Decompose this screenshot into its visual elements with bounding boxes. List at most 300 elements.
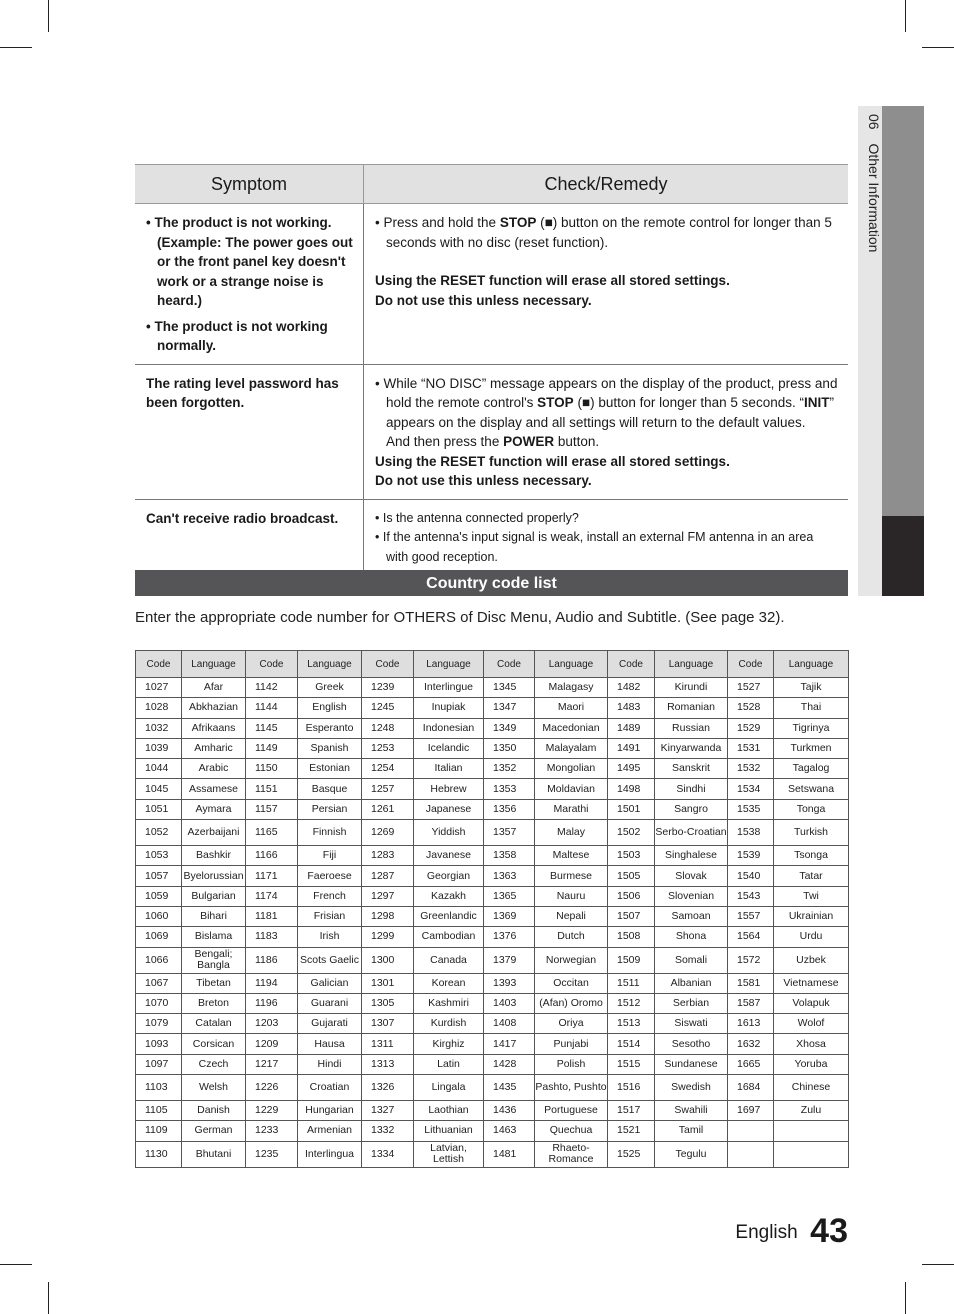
language-cell: Estonian	[298, 759, 362, 779]
section-title: Country code list	[135, 570, 848, 596]
code-table-row	[136, 1121, 849, 1141]
code-cell: 1183	[246, 927, 298, 947]
remedy-note: Using the RESET function will erase all stored settings.	[375, 273, 730, 288]
code-cell: 1521	[608, 1121, 655, 1141]
code-cell: 1105	[136, 1101, 182, 1121]
language-cell: Galician	[298, 973, 362, 993]
code-cell: 1513	[608, 1014, 655, 1034]
language-cell: Kurdish	[414, 1014, 484, 1034]
code-cell: 1027	[136, 678, 182, 698]
code-cell: 1531	[728, 738, 774, 758]
code-table-body	[136, 678, 849, 1168]
language-cell: Shona	[655, 927, 728, 947]
language-cell: Hindi	[298, 1054, 362, 1074]
language-cell: Turkmen	[774, 738, 849, 758]
language-cell: Slovenian	[655, 886, 728, 906]
country-code-table	[135, 650, 849, 1168]
code-cell: 1543	[728, 886, 774, 906]
language-cell: Portuguese	[535, 1101, 608, 1121]
code-cell: 1376	[484, 927, 535, 947]
language-cell: Byelorussian	[182, 866, 246, 886]
code-cell: 1171	[246, 866, 298, 886]
language-cell: Vietnamese	[774, 973, 849, 993]
language-cell: Irish	[298, 927, 362, 947]
code-cell: 1517	[608, 1101, 655, 1121]
code-cell: 1149	[246, 738, 298, 758]
language-cell: Albanian	[655, 973, 728, 993]
code-table-row	[136, 1141, 849, 1167]
troubleshooting-row	[135, 364, 848, 499]
language-column-header: Language	[774, 651, 849, 678]
language-cell: Basque	[298, 779, 362, 799]
code-cell: 1350	[484, 738, 535, 758]
code-cell: 1194	[246, 973, 298, 993]
language-cell: Moldavian	[535, 779, 608, 799]
language-cell: Chinese	[774, 1075, 849, 1101]
code-cell: 1538	[728, 820, 774, 846]
code-cell: 1502	[608, 820, 655, 846]
language-cell: Amharic	[182, 738, 246, 758]
language-cell: Yiddish	[414, 820, 484, 846]
language-cell: Inupiak	[414, 698, 484, 718]
code-cell: 1298	[362, 906, 414, 926]
language-cell: Swahili	[655, 1101, 728, 1121]
code-table-row	[136, 1075, 849, 1101]
code-cell: 1535	[728, 799, 774, 819]
page-number: 43	[810, 1212, 848, 1250]
symptom-header: Symptom	[135, 165, 364, 204]
code-cell: 1515	[608, 1054, 655, 1074]
language-cell: Welsh	[182, 1075, 246, 1101]
language-cell: Spanish	[298, 738, 362, 758]
code-cell: 1186	[246, 947, 298, 973]
code-cell: 1150	[246, 759, 298, 779]
language-cell: Tigrinya	[774, 718, 849, 738]
code-cell: 1495	[608, 759, 655, 779]
code-column-header: Code	[136, 651, 182, 678]
language-cell: French	[298, 886, 362, 906]
code-column-header: Code	[362, 651, 414, 678]
language-cell: Dutch	[535, 927, 608, 947]
code-cell: 1539	[728, 846, 774, 866]
language-cell: Singhalese	[655, 846, 728, 866]
code-cell: 1463	[484, 1121, 535, 1141]
code-cell: 1581	[728, 973, 774, 993]
language-cell: Wolof	[774, 1014, 849, 1034]
language-cell: Canada	[414, 947, 484, 973]
code-cell: 1501	[608, 799, 655, 819]
language-cell: Esperanto	[298, 718, 362, 738]
language-cell: Guarani	[298, 993, 362, 1013]
code-cell	[728, 1121, 774, 1141]
code-cell: 1347	[484, 698, 535, 718]
code-cell: 1529	[728, 718, 774, 738]
code-cell: 1103	[136, 1075, 182, 1101]
language-cell: Thai	[774, 698, 849, 718]
language-column-header: Language	[655, 651, 728, 678]
code-cell: 1165	[246, 820, 298, 846]
language-cell: Russian	[655, 718, 728, 738]
language-cell: Somali	[655, 947, 728, 973]
language-cell: Serbo-Croatian	[655, 820, 728, 846]
code-cell: 1142	[246, 678, 298, 698]
code-cell: 1245	[362, 698, 414, 718]
code-cell: 1525	[608, 1141, 655, 1167]
language-cell: Greenlandic	[414, 906, 484, 926]
code-cell: 1532	[728, 759, 774, 779]
code-cell: 1053	[136, 846, 182, 866]
code-cell: 1044	[136, 759, 182, 779]
chapter-side-tab	[858, 106, 924, 596]
remedy-text: • If the antenna's input signal is weak, install an external FM antenna in an area with good reception.	[375, 530, 814, 564]
code-cell: 1557	[728, 906, 774, 926]
code-cell: 1435	[484, 1075, 535, 1101]
language-cell: Faeroese	[298, 866, 362, 886]
code-cell: 1511	[608, 973, 655, 993]
code-cell: 1684	[728, 1075, 774, 1101]
code-cell: 1483	[608, 698, 655, 718]
language-cell: Malayalam	[535, 738, 608, 758]
code-table-row	[136, 779, 849, 799]
crop-mark	[905, 1282, 906, 1314]
code-cell: 1261	[362, 799, 414, 819]
language-cell: Serbian	[655, 993, 728, 1013]
code-cell: 1028	[136, 698, 182, 718]
language-cell: Breton	[182, 993, 246, 1013]
code-cell: 1613	[728, 1014, 774, 1034]
language-cell: Sanskrit	[655, 759, 728, 779]
language-cell: Sindhi	[655, 779, 728, 799]
code-cell: 1109	[136, 1121, 182, 1141]
code-table-row	[136, 927, 849, 947]
code-cell: 1365	[484, 886, 535, 906]
code-cell: 1039	[136, 738, 182, 758]
language-cell	[774, 1141, 849, 1167]
code-cell: 1145	[246, 718, 298, 738]
language-cell: Slovak	[655, 866, 728, 886]
language-cell: Icelandic	[414, 738, 484, 758]
language-cell: Interlingue	[414, 678, 484, 698]
code-cell: 1060	[136, 906, 182, 926]
code-table-row	[136, 1014, 849, 1034]
code-cell: 1528	[728, 698, 774, 718]
code-column-header: Code	[484, 651, 535, 678]
language-cell: Siswati	[655, 1014, 728, 1034]
language-cell: Catalan	[182, 1014, 246, 1034]
code-cell: 1503	[608, 846, 655, 866]
code-cell: 1345	[484, 678, 535, 698]
language-cell: Tegulu	[655, 1141, 728, 1167]
code-cell: 1482	[608, 678, 655, 698]
language-cell: Japanese	[414, 799, 484, 819]
code-cell: 1257	[362, 779, 414, 799]
code-cell: 1174	[246, 886, 298, 906]
code-table-row	[136, 866, 849, 886]
remedy-text: • While “NO DISC” message appears on the display of the product, press and hold the remote control's STOP (■) button for longer than 5 seconds. “INIT” appears on the display and all settings will return to the default values.	[375, 375, 838, 430]
code-cell: 1509	[608, 947, 655, 973]
language-cell: Bengali; Bangla	[182, 947, 246, 973]
language-cell: Laothian	[414, 1101, 484, 1121]
crop-mark	[0, 1264, 32, 1265]
troubleshooting-table	[135, 164, 848, 576]
language-cell: Italian	[414, 759, 484, 779]
language-cell: Nauru	[535, 886, 608, 906]
language-cell: Cambodian	[414, 927, 484, 947]
language-cell: Malay	[535, 820, 608, 846]
language-cell: Tamil	[655, 1121, 728, 1141]
symptom-cell: Can't receive radio broadcast.	[135, 499, 364, 576]
code-cell: 1066	[136, 947, 182, 973]
language-cell	[774, 1121, 849, 1141]
code-table-row	[136, 718, 849, 738]
language-cell: Kazakh	[414, 886, 484, 906]
code-cell: 1369	[484, 906, 535, 926]
language-cell: Latvian, Lettish	[414, 1141, 484, 1167]
code-column-header: Code	[246, 651, 298, 678]
language-cell: Lithuanian	[414, 1121, 484, 1141]
language-cell: Sangro	[655, 799, 728, 819]
language-column-header: Language	[535, 651, 608, 678]
crop-mark	[922, 47, 954, 48]
code-table-row	[136, 1054, 849, 1074]
remedy-note: Using the RESET function will erase all stored settings.	[375, 453, 730, 469]
remedy-text: And then press the POWER button.	[386, 434, 600, 449]
code-table-row	[136, 947, 849, 973]
language-cell: Tajik	[774, 678, 849, 698]
troubleshooting-row	[135, 499, 848, 576]
page-footer	[735, 1212, 848, 1251]
language-cell: Oriya	[535, 1014, 608, 1034]
code-cell: 1166	[246, 846, 298, 866]
code-cell: 1057	[136, 866, 182, 886]
code-cell: 1491	[608, 738, 655, 758]
language-cell: Greek	[298, 678, 362, 698]
language-cell: Hungarian	[298, 1101, 362, 1121]
code-table-row	[136, 993, 849, 1013]
code-cell: 1287	[362, 866, 414, 886]
code-cell: 1534	[728, 779, 774, 799]
language-cell: Sundanese	[655, 1054, 728, 1074]
code-cell: 1358	[484, 846, 535, 866]
code-table-row	[136, 759, 849, 779]
code-cell: 1052	[136, 820, 182, 846]
language-cell: Frisian	[298, 906, 362, 926]
code-table-row	[136, 906, 849, 926]
code-cell: 1248	[362, 718, 414, 738]
language-cell: Polish	[535, 1054, 608, 1074]
language-cell: Punjabi	[535, 1034, 608, 1054]
language-cell: Yoruba	[774, 1054, 849, 1074]
language-cell: Abkhazian	[182, 698, 246, 718]
language-cell: Danish	[182, 1101, 246, 1121]
code-table-row	[136, 973, 849, 993]
language-cell: Quechua	[535, 1121, 608, 1141]
language-cell: Tsonga	[774, 846, 849, 866]
language-cell: Bhutani	[182, 1141, 246, 1167]
code-table-row	[136, 846, 849, 866]
code-cell: 1436	[484, 1101, 535, 1121]
symptom-text: • The product is not working. (Example: The power goes out or the front panel key doesn't work or a strange noise is heard.)	[146, 215, 353, 308]
language-cell: Xhosa	[774, 1034, 849, 1054]
chapter-number: 06	[866, 114, 882, 130]
language-cell: Czech	[182, 1054, 246, 1074]
code-cell: 1327	[362, 1101, 414, 1121]
language-cell: Korean	[414, 973, 484, 993]
code-cell: 1217	[246, 1054, 298, 1074]
language-cell: Volapuk	[774, 993, 849, 1013]
language-cell: Maltese	[535, 846, 608, 866]
code-column-header: Code	[728, 651, 774, 678]
language-cell: Zulu	[774, 1101, 849, 1121]
code-cell: 1572	[728, 947, 774, 973]
code-cell: 1067	[136, 973, 182, 993]
language-cell: Bihari	[182, 906, 246, 926]
language-cell: Burmese	[535, 866, 608, 886]
code-cell: 1305	[362, 993, 414, 1013]
code-cell: 1239	[362, 678, 414, 698]
language-column-header: Language	[298, 651, 362, 678]
language-cell: Lingala	[414, 1075, 484, 1101]
crop-mark	[905, 0, 906, 32]
language-cell: Hebrew	[414, 779, 484, 799]
language-cell: Azerbaijani	[182, 820, 246, 846]
language-cell: Twi	[774, 886, 849, 906]
language-cell: Samoan	[655, 906, 728, 926]
code-cell: 1196	[246, 993, 298, 1013]
code-cell: 1181	[246, 906, 298, 926]
language-cell: Afrikaans	[182, 718, 246, 738]
code-cell: 1481	[484, 1141, 535, 1167]
code-cell: 1516	[608, 1075, 655, 1101]
code-column-header: Code	[608, 651, 655, 678]
remedy-note: Do not use this unless necessary.	[375, 473, 592, 488]
language-cell: Fiji	[298, 846, 362, 866]
code-table-row	[136, 886, 849, 906]
intro-text: Enter the appropriate code number for OTHERS of Disc Menu, Audio and Subtitle. (See page 32).	[135, 609, 785, 626]
code-table-row	[136, 678, 849, 698]
language-cell: Swedish	[655, 1075, 728, 1101]
code-cell: 1313	[362, 1054, 414, 1074]
language-cell: Assamese	[182, 779, 246, 799]
code-cell: 1357	[484, 820, 535, 846]
code-cell: 1269	[362, 820, 414, 846]
language-cell: Corsican	[182, 1034, 246, 1054]
code-cell: 1507	[608, 906, 655, 926]
code-cell: 1045	[136, 779, 182, 799]
language-cell: Arabic	[182, 759, 246, 779]
code-cell: 1157	[246, 799, 298, 819]
code-cell: 1069	[136, 927, 182, 947]
code-cell: 1506	[608, 886, 655, 906]
code-cell: 1527	[728, 678, 774, 698]
language-cell: Armenian	[298, 1121, 362, 1141]
code-cell: 1093	[136, 1034, 182, 1054]
code-cell: 1540	[728, 866, 774, 886]
code-table-row	[136, 698, 849, 718]
language-cell: Tagalog	[774, 759, 849, 779]
language-cell: Marathi	[535, 799, 608, 819]
language-cell: Norwegian	[535, 947, 608, 973]
code-cell: 1408	[484, 1014, 535, 1034]
code-cell: 1151	[246, 779, 298, 799]
code-cell	[728, 1141, 774, 1167]
language-cell: Tatar	[774, 866, 849, 886]
code-cell: 1299	[362, 927, 414, 947]
remedy-text: • Press and hold the STOP (■) button on the remote control for longer than 5 seconds with no disc (reset function).	[375, 215, 832, 250]
code-cell: 1209	[246, 1034, 298, 1054]
code-cell: 1379	[484, 947, 535, 973]
code-cell: 1349	[484, 718, 535, 738]
code-cell: 1332	[362, 1121, 414, 1141]
code-cell: 1059	[136, 886, 182, 906]
language-column-header: Language	[182, 651, 246, 678]
language-cell: English	[298, 698, 362, 718]
language-cell: Hausa	[298, 1034, 362, 1054]
code-table-row	[136, 820, 849, 846]
code-cell: 1311	[362, 1034, 414, 1054]
language-cell: Mongolian	[535, 759, 608, 779]
language-cell: Romanian	[655, 698, 728, 718]
code-table-row	[136, 799, 849, 819]
remedy-cell	[364, 364, 849, 499]
code-cell: 1226	[246, 1075, 298, 1101]
code-table-row	[136, 1101, 849, 1121]
crop-mark	[922, 1264, 954, 1265]
code-cell: 1233	[246, 1121, 298, 1141]
code-table-row	[136, 1034, 849, 1054]
language-cell: Afar	[182, 678, 246, 698]
language-cell: Aymara	[182, 799, 246, 819]
code-cell: 1403	[484, 993, 535, 1013]
code-cell: 1564	[728, 927, 774, 947]
language-cell: Croatian	[298, 1075, 362, 1101]
code-table-row	[136, 738, 849, 758]
remedy-cell	[364, 204, 849, 365]
language-cell: Tibetan	[182, 973, 246, 993]
code-cell: 1235	[246, 1141, 298, 1167]
code-cell: 1144	[246, 698, 298, 718]
language-cell: Scots Gaelic	[298, 947, 362, 973]
troubleshooting-header-row	[135, 165, 848, 204]
language-cell: Bashkir	[182, 846, 246, 866]
crop-mark	[0, 47, 32, 48]
code-cell: 1297	[362, 886, 414, 906]
code-cell: 1665	[728, 1054, 774, 1074]
language-cell: Georgian	[414, 866, 484, 886]
language-cell: Persian	[298, 799, 362, 819]
code-table-header	[136, 651, 849, 678]
language-cell: Latin	[414, 1054, 484, 1074]
crop-mark	[48, 1282, 49, 1314]
code-cell: 1587	[728, 993, 774, 1013]
code-cell: 1300	[362, 947, 414, 973]
language-cell: Uzbek	[774, 947, 849, 973]
language-cell: Maori	[535, 698, 608, 718]
language-cell: Nepali	[535, 906, 608, 926]
code-cell: 1203	[246, 1014, 298, 1034]
language-cell: Kashmiri	[414, 993, 484, 1013]
language-cell: Bulgarian	[182, 886, 246, 906]
language-cell: Occitan	[535, 973, 608, 993]
language-cell: Kirghiz	[414, 1034, 484, 1054]
code-cell: 1352	[484, 759, 535, 779]
code-cell: 1508	[608, 927, 655, 947]
chapter-title: Other Information	[866, 143, 882, 253]
code-cell: 1428	[484, 1054, 535, 1074]
code-cell: 1632	[728, 1034, 774, 1054]
code-cell: 1697	[728, 1101, 774, 1121]
code-cell: 1051	[136, 799, 182, 819]
